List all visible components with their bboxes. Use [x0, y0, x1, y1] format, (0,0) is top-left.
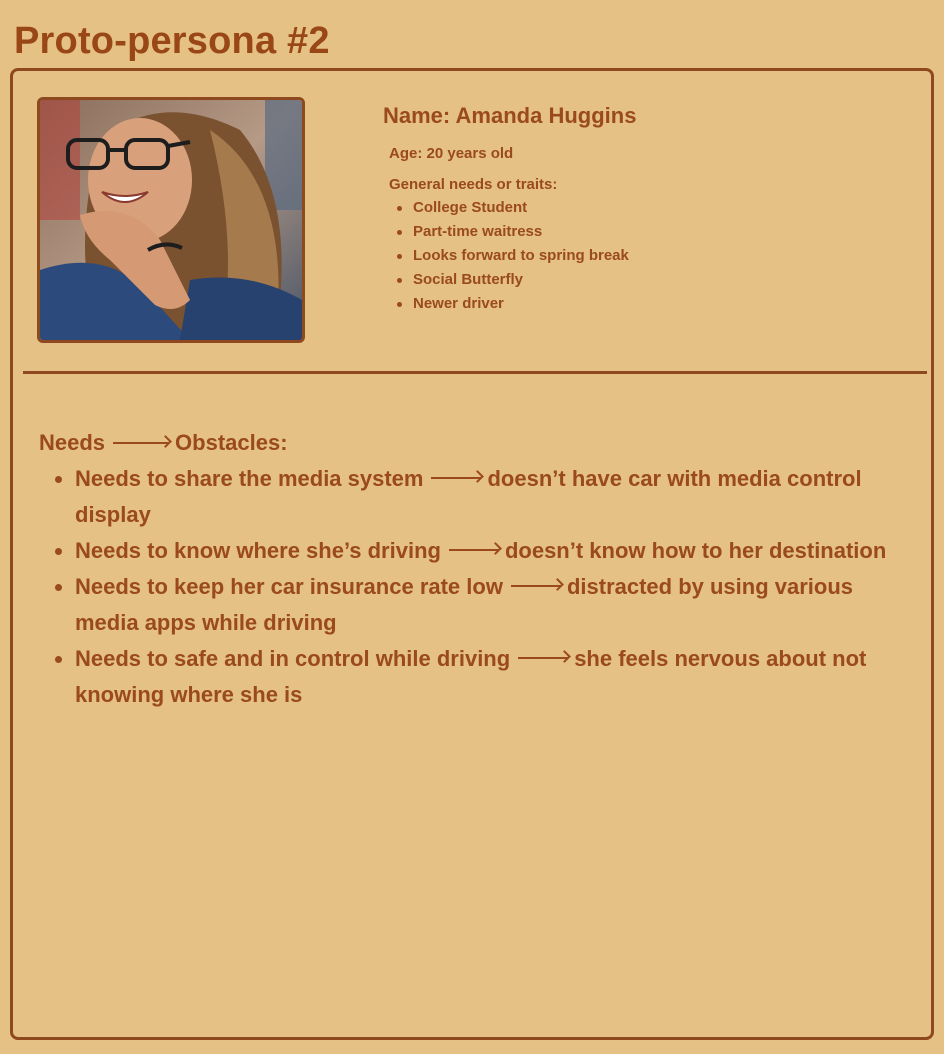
persona-name: Name: Amanda Huggins: [383, 103, 637, 128]
persona-photo-image: [40, 100, 302, 340]
trait-item: Social Butterfly: [397, 268, 903, 292]
need-item: [51, 641, 919, 713]
traits-list: [383, 196, 903, 316]
obstacle-text: doesn’t have car with media control display: [75, 466, 862, 527]
arrow-icon: [431, 477, 481, 479]
needs-list: [39, 461, 919, 713]
needs-heading: [39, 427, 919, 459]
obstacle-text: she feels nervous about not knowing where she is: [75, 646, 867, 707]
needs-heading-label: Needs: [39, 430, 106, 455]
obstacles-heading-label: Obstacles:: [175, 430, 288, 455]
arrow-icon: [113, 442, 169, 444]
profile-info: [383, 101, 903, 316]
obstacle-text: doesn’t know how to her destination: [504, 538, 887, 563]
need-item: [51, 533, 919, 569]
need-text: Needs to know where she’s driving: [75, 538, 441, 563]
trait-item: Newer driver: [397, 292, 903, 316]
trait-item: Looks forward to spring break: [397, 244, 903, 268]
need-text: Needs to keep her car insurance rate low: [75, 574, 503, 599]
page-title: Proto-persona #2: [14, 20, 330, 62]
arrow-icon: [449, 549, 499, 551]
need-text: Needs to safe and in control while driving: [75, 646, 511, 671]
persona-age: Age: 20 years old: [389, 145, 514, 162]
needs-obstacles-section: [39, 427, 919, 713]
persona-photo: [37, 97, 305, 343]
trait-item: Part-time waitress: [397, 220, 903, 244]
traits-heading: General needs or traits:: [389, 176, 558, 193]
need-item: [51, 569, 919, 641]
trait-item: College Student: [397, 196, 903, 220]
need-text: Needs to share the media system: [75, 466, 424, 491]
need-item: [51, 461, 919, 533]
arrow-icon: [518, 657, 568, 659]
arrow-icon: [511, 585, 561, 587]
persona-card: [10, 68, 934, 1040]
section-divider: [23, 371, 927, 374]
obstacle-text: distracted by using various media apps while driving: [75, 574, 854, 635]
